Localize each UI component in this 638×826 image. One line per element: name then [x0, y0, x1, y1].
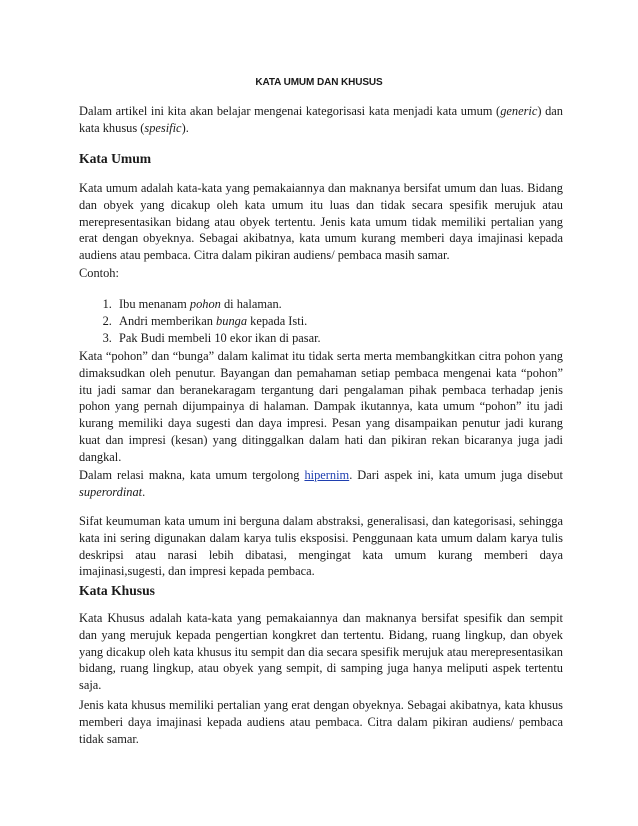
document-title: KATA UMUM DAN KHUSUS — [255, 77, 383, 88]
intro-text-2: ) dan kata khusus ( — [79, 104, 563, 135]
list-item: 1. Ibu menanam pohon di halaman. — [115, 296, 599, 313]
examples-list — [79, 296, 599, 346]
khusus-paragraph-1: Kata Khusus adalah kata-kata yang pemakaiannya dan maknanya bersifat spesifik dan sempit dan yang merujuk kepada pengertian kongkret dan tertentu. Bidang, ruang lingkup, dan obyek yang dicakup oleh kata khusus itu sempit dan dia secara spesifik merujuk atau merepresentasikan bidang, ruang lingkup, atau obyek yang sempit, di samping juga hanya meliputi aspek tertentu saja. — [79, 611, 563, 693]
intro-spesific-term: spesific — [144, 120, 182, 135]
intro-text-1: Dalam artikel ini kita akan belajar mengenai kategorisasi kata menjadi kata umum ( — [79, 104, 501, 118]
heading-kata-umum: Kata Umum — [79, 151, 152, 166]
khusus-paragraph-2: Jenis kata khusus memiliki pertalian yang erat dengan obyeknya. Sebagai akibatnya, kata khusus memberi daya imajinasi kepada audiens atau pembaca. Citra dalam pikiran audiens/ pembaca tidak samar. — [79, 698, 563, 746]
umum-paragraph-3: Dalam relasi makna, kata umum tergolong hipernim. Dari aspek ini, kata umum juga disebut superordinat. — [79, 468, 564, 499]
intro-paragraph — [79, 103, 563, 137]
hipernim-link[interactable]: hipernim — [304, 468, 350, 482]
superordinat-term: superordinat — [79, 484, 143, 499]
contoh-label: Contoh: — [79, 266, 119, 280]
umum-paragraph-1: Kata umum adalah kata-kata yang pemakaiannya dan maknanya bersifat umum dan luas. Bidang dan obyek yang dicakup oleh kata umum itu luas dan tidak secara spesifik merujuk atau merepresentasikan bidang atau obyek tertentu. Jenis kata umum tidak memiliki pertalian yang erat dengan obyeknya. Sebagai akibatnya, kata umum kurang memberi daya imajinasi kepada audiens atau pembaca. Citra dalam pikiran audiens/ pembaca masih samar. — [79, 181, 563, 263]
list-item: 2. Andri memberikan bunga kepada Isti. — [115, 313, 599, 330]
heading-kata-khusus: Kata Khusus — [79, 583, 155, 598]
intro-generic-term: generic — [500, 104, 538, 118]
umum-paragraph-4: Sifat keumuman kata umum ini berguna dalam abstraksi, generalisasi, dan kategorisasi, sehingga kata ini sering digunakan dalam karya tulis eksposisi. Penggunaan kata umum dalam karya tulis deskripsi atau narasi lebih dibatasi, mengingat kata umum kurang memberi daya imajinasi,sugesti, dan impresi kepada pembaca. — [79, 514, 563, 579]
umum-paragraph-2: Kata “pohon” dan “bunga” dalam kalimat itu tidak serta merta membangkitkan citra pohon yang dimaksudkan oleh penutur. Bayangan dan pemahaman setiap pembaca mengenai kata “pohon” itu jadi samar dan beranekaragam tergantung dari pengalaman pihak pembaca terhadap jenis pohon yang pernah dijumpainya di halaman. Dampak ikutannya, kata umum “pohon” itu jadi kurang memiliki daya sugesti dan daya impresi. Pesan yang disampaikan penutur jadi kurang kuat dan impresi (kesan) yang ditinggalkan dalam hati dan pikiran rekan bicaranya juga jadi dangkal. — [79, 349, 563, 464]
list-item: 3. Pak Budi membeli 10 ekor ikan di pasar. — [115, 330, 599, 347]
intro-text-3: ). — [181, 120, 189, 135]
